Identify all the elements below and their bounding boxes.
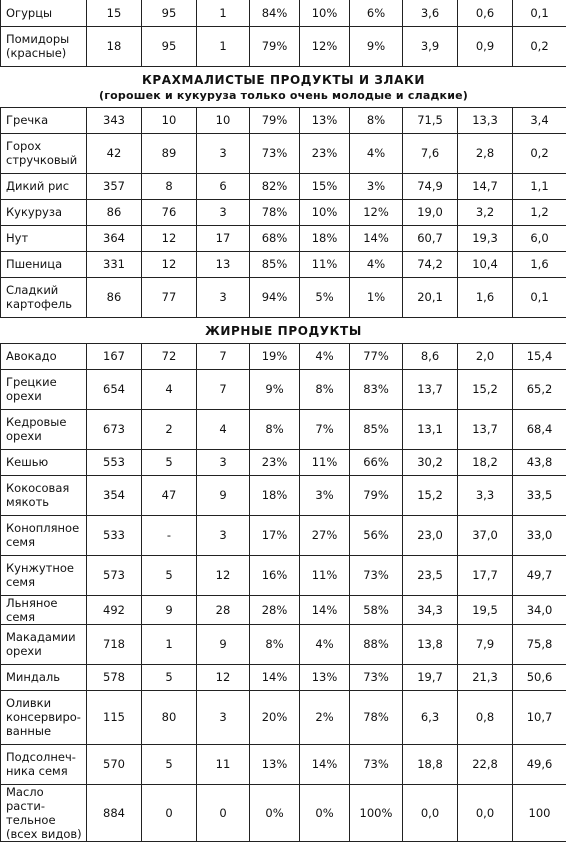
value-cell: 76 xyxy=(142,199,197,225)
value-cell: 884 xyxy=(87,784,142,841)
value-cell: 82% xyxy=(250,173,300,199)
value-cell: 79% xyxy=(350,475,403,515)
value-cell: 3% xyxy=(350,173,403,199)
value-cell: 3,6 xyxy=(403,0,458,26)
product-name-cell: Конопляное семя xyxy=(1,515,87,555)
value-cell: 16% xyxy=(250,555,300,595)
product-name-cell: Кунжутное семя xyxy=(1,555,87,595)
value-cell: 0,8 xyxy=(458,690,513,744)
value-cell: 77 xyxy=(142,277,197,317)
value-cell: 34,3 xyxy=(403,595,458,624)
value-cell: 0 xyxy=(197,784,250,841)
value-cell: 11% xyxy=(300,555,350,595)
value-cell: 3 xyxy=(197,133,250,173)
value-cell: 78% xyxy=(350,690,403,744)
value-cell: 3 xyxy=(197,449,250,475)
product-name-cell: Сладкий картофель xyxy=(1,277,87,317)
value-cell: 14% xyxy=(300,744,350,784)
value-cell: 4% xyxy=(300,624,350,664)
value-cell: 5 xyxy=(142,555,197,595)
value-cell: 8% xyxy=(350,107,403,133)
product-name-cell: Подсолнеч-ника семя xyxy=(1,744,87,784)
value-cell: 2,8 xyxy=(458,133,513,173)
table-row xyxy=(1,744,566,784)
value-cell: 12 xyxy=(142,225,197,251)
value-cell: 0% xyxy=(300,784,350,841)
value-cell: 10,4 xyxy=(458,251,513,277)
value-cell: 10% xyxy=(300,199,350,225)
product-name-cell: Оливки консервиро-ванные xyxy=(1,690,87,744)
table-row xyxy=(1,277,566,317)
value-cell: 0,2 xyxy=(513,133,566,173)
value-cell: 49,7 xyxy=(513,555,566,595)
value-cell: 14% xyxy=(300,595,350,624)
value-cell: 19% xyxy=(250,343,300,369)
value-cell: 11% xyxy=(300,251,350,277)
value-cell: 3,3 xyxy=(458,475,513,515)
value-cell: 18% xyxy=(300,225,350,251)
table-row xyxy=(1,409,566,449)
value-cell: 94% xyxy=(250,277,300,317)
value-cell: 13% xyxy=(300,664,350,690)
value-cell: 12% xyxy=(300,26,350,66)
table-row xyxy=(1,475,566,515)
value-cell: 88% xyxy=(350,624,403,664)
value-cell: 23% xyxy=(300,133,350,173)
value-cell: 15,2 xyxy=(403,475,458,515)
value-cell: 3% xyxy=(300,475,350,515)
value-cell: 12 xyxy=(142,251,197,277)
value-cell: 28% xyxy=(250,595,300,624)
value-cell: 3 xyxy=(197,515,250,555)
section-header xyxy=(1,317,566,343)
value-cell: 58% xyxy=(350,595,403,624)
table-row xyxy=(1,624,566,664)
product-name-cell: Пшеница xyxy=(1,251,87,277)
value-cell: 37,0 xyxy=(458,515,513,555)
product-name-cell: Дикий рис xyxy=(1,173,87,199)
value-cell: 23% xyxy=(250,449,300,475)
value-cell: 13,1 xyxy=(403,409,458,449)
table-row xyxy=(1,173,566,199)
value-cell: 5 xyxy=(142,449,197,475)
value-cell: 11 xyxy=(197,744,250,784)
value-cell: 13 xyxy=(197,251,250,277)
value-cell: 8,6 xyxy=(403,343,458,369)
value-cell: 89 xyxy=(142,133,197,173)
value-cell: 9 xyxy=(197,475,250,515)
value-cell: 17 xyxy=(197,225,250,251)
value-cell: 357 xyxy=(87,173,142,199)
value-cell: 17,7 xyxy=(458,555,513,595)
value-cell: 0,1 xyxy=(513,0,566,26)
product-name-cell: Огурцы xyxy=(1,0,87,26)
value-cell: 1,1 xyxy=(513,173,566,199)
value-cell: 2 xyxy=(142,409,197,449)
value-cell: 33,5 xyxy=(513,475,566,515)
value-cell: 10,7 xyxy=(513,690,566,744)
section-title-cell xyxy=(1,317,566,343)
value-cell: 34,0 xyxy=(513,595,566,624)
value-cell: 4% xyxy=(300,343,350,369)
product-name-cell: Макадамии орехи xyxy=(1,624,87,664)
value-cell: 654 xyxy=(87,369,142,409)
section-title: КРАХМАЛИСТЫЕ ПРОДУКТЫ И ЗЛАКИ xyxy=(1,73,566,88)
value-cell: 83% xyxy=(350,369,403,409)
value-cell: 85% xyxy=(350,409,403,449)
value-cell: 79% xyxy=(250,26,300,66)
value-cell: 1,6 xyxy=(458,277,513,317)
value-cell: 17% xyxy=(250,515,300,555)
value-cell: 1,6 xyxy=(513,251,566,277)
value-cell: 73% xyxy=(350,555,403,595)
value-cell: 343 xyxy=(87,107,142,133)
product-name-cell: Нут xyxy=(1,225,87,251)
value-cell: 6,0 xyxy=(513,225,566,251)
value-cell: 9 xyxy=(142,595,197,624)
value-cell: 718 xyxy=(87,624,142,664)
value-cell: 50,6 xyxy=(513,664,566,690)
value-cell: 7,6 xyxy=(403,133,458,173)
value-cell: 7% xyxy=(300,409,350,449)
value-cell: 4% xyxy=(350,251,403,277)
table-row xyxy=(1,690,566,744)
value-cell: 10% xyxy=(300,0,350,26)
value-cell: 73% xyxy=(350,664,403,690)
value-cell: 13% xyxy=(300,107,350,133)
value-cell: 12 xyxy=(197,555,250,595)
value-cell: 56% xyxy=(350,515,403,555)
value-cell: 1 xyxy=(142,624,197,664)
value-cell: 74,2 xyxy=(403,251,458,277)
table-row xyxy=(1,133,566,173)
value-cell: 23,0 xyxy=(403,515,458,555)
value-cell: 0,0 xyxy=(403,784,458,841)
value-cell: 3,2 xyxy=(458,199,513,225)
value-cell: 14,7 xyxy=(458,173,513,199)
value-cell: 9% xyxy=(350,26,403,66)
table-row xyxy=(1,107,566,133)
value-cell: 0 xyxy=(142,784,197,841)
value-cell: 95 xyxy=(142,0,197,26)
value-cell: 78% xyxy=(250,199,300,225)
value-cell: 492 xyxy=(87,595,142,624)
product-name-cell: Миндаль xyxy=(1,664,87,690)
value-cell: 2% xyxy=(300,690,350,744)
value-cell: 1 xyxy=(197,0,250,26)
value-cell: 75,8 xyxy=(513,624,566,664)
value-cell: 167 xyxy=(87,343,142,369)
value-cell: 1 xyxy=(197,26,250,66)
value-cell: 20% xyxy=(250,690,300,744)
value-cell: 8 xyxy=(142,173,197,199)
product-name-cell: Льняное семя xyxy=(1,595,87,624)
value-cell: 10 xyxy=(197,107,250,133)
value-cell: 3 xyxy=(197,690,250,744)
value-cell: - xyxy=(142,515,197,555)
value-cell: 80 xyxy=(142,690,197,744)
value-cell: 84% xyxy=(250,0,300,26)
value-cell: 42 xyxy=(87,133,142,173)
value-cell: 9% xyxy=(250,369,300,409)
table-row xyxy=(1,0,566,26)
value-cell: 13,3 xyxy=(458,107,513,133)
value-cell: 100 xyxy=(513,784,566,841)
value-cell: 23,5 xyxy=(403,555,458,595)
value-cell: 13,7 xyxy=(458,409,513,449)
table-row xyxy=(1,369,566,409)
value-cell: 33,0 xyxy=(513,515,566,555)
value-cell: 0,9 xyxy=(458,26,513,66)
value-cell: 18 xyxy=(87,26,142,66)
value-cell: 570 xyxy=(87,744,142,784)
value-cell: 7 xyxy=(197,369,250,409)
value-cell: 578 xyxy=(87,664,142,690)
product-name-cell: Кешью xyxy=(1,449,87,475)
section-title-cell xyxy=(1,66,566,107)
value-cell: 18,2 xyxy=(458,449,513,475)
product-name-cell: Кукуруза xyxy=(1,199,87,225)
value-cell: 3,9 xyxy=(403,26,458,66)
value-cell: 20,1 xyxy=(403,277,458,317)
value-cell: 1,2 xyxy=(513,199,566,225)
value-cell: 6 xyxy=(197,173,250,199)
value-cell: 65,2 xyxy=(513,369,566,409)
value-cell: 19,0 xyxy=(403,199,458,225)
section-title: ЖИРНЫЕ ПРОДУКТЫ xyxy=(1,324,566,339)
value-cell: 71,5 xyxy=(403,107,458,133)
value-cell: 5% xyxy=(300,277,350,317)
value-cell: 8% xyxy=(300,369,350,409)
product-name-cell: Грецкие орехи xyxy=(1,369,87,409)
product-name-cell: Авокадо xyxy=(1,343,87,369)
value-cell: 8% xyxy=(250,409,300,449)
value-cell: 3 xyxy=(197,277,250,317)
value-cell: 673 xyxy=(87,409,142,449)
value-cell: 13% xyxy=(250,744,300,784)
table-row xyxy=(1,595,566,624)
value-cell: 19,3 xyxy=(458,225,513,251)
value-cell: 6% xyxy=(350,0,403,26)
value-cell: 4 xyxy=(142,369,197,409)
value-cell: 5 xyxy=(142,744,197,784)
value-cell: 12 xyxy=(197,664,250,690)
value-cell: 68,4 xyxy=(513,409,566,449)
value-cell: 8% xyxy=(250,624,300,664)
value-cell: 19,5 xyxy=(458,595,513,624)
value-cell: 0,6 xyxy=(458,0,513,26)
value-cell: 5 xyxy=(142,664,197,690)
value-cell: 14% xyxy=(350,225,403,251)
value-cell: 13,7 xyxy=(403,369,458,409)
value-cell: 30,2 xyxy=(403,449,458,475)
value-cell: 22,8 xyxy=(458,744,513,784)
product-name-cell: Помидоры (красные) xyxy=(1,26,87,66)
value-cell: 4 xyxy=(197,409,250,449)
value-cell: 79% xyxy=(250,107,300,133)
value-cell: 21,3 xyxy=(458,664,513,690)
value-cell: 4% xyxy=(350,133,403,173)
value-cell: 74,9 xyxy=(403,173,458,199)
value-cell: 553 xyxy=(87,449,142,475)
value-cell: 43,8 xyxy=(513,449,566,475)
value-cell: 533 xyxy=(87,515,142,555)
table-row xyxy=(1,784,566,841)
value-cell: 9 xyxy=(197,624,250,664)
value-cell: 19,7 xyxy=(403,664,458,690)
value-cell: 7 xyxy=(197,343,250,369)
value-cell: 47 xyxy=(142,475,197,515)
value-cell: 115 xyxy=(87,690,142,744)
table-row xyxy=(1,343,566,369)
table-row xyxy=(1,199,566,225)
value-cell: 15,2 xyxy=(458,369,513,409)
value-cell: 364 xyxy=(87,225,142,251)
product-name-cell: Кокосовая мякоть xyxy=(1,475,87,515)
value-cell: 10 xyxy=(142,107,197,133)
value-cell: 1% xyxy=(350,277,403,317)
value-cell: 85% xyxy=(250,251,300,277)
value-cell: 72 xyxy=(142,343,197,369)
product-name-cell: Гречка xyxy=(1,107,87,133)
value-cell: 3,4 xyxy=(513,107,566,133)
value-cell: 18% xyxy=(250,475,300,515)
section-header xyxy=(1,66,566,107)
value-cell: 68% xyxy=(250,225,300,251)
table-row xyxy=(1,225,566,251)
value-cell: 49,6 xyxy=(513,744,566,784)
product-name-cell: Горох стручковый xyxy=(1,133,87,173)
section-subtitle: (горошек и кукуруза только очень молодые и сладкие) xyxy=(1,88,566,103)
value-cell: 100% xyxy=(350,784,403,841)
table-row xyxy=(1,26,566,66)
table-row xyxy=(1,449,566,475)
value-cell: 77% xyxy=(350,343,403,369)
table-row xyxy=(1,555,566,595)
value-cell: 27% xyxy=(300,515,350,555)
value-cell: 14% xyxy=(250,664,300,690)
table-row xyxy=(1,251,566,277)
value-cell: 86 xyxy=(87,199,142,225)
value-cell: 86 xyxy=(87,277,142,317)
value-cell: 7,9 xyxy=(458,624,513,664)
product-name-cell: Масло расти-тельное (всех видов) xyxy=(1,784,87,841)
value-cell: 354 xyxy=(87,475,142,515)
value-cell: 66% xyxy=(350,449,403,475)
table-row xyxy=(1,515,566,555)
value-cell: 15% xyxy=(300,173,350,199)
value-cell: 13,8 xyxy=(403,624,458,664)
product-name-cell: Кедровые орехи xyxy=(1,409,87,449)
value-cell: 73% xyxy=(250,133,300,173)
value-cell: 15 xyxy=(87,0,142,26)
value-cell: 60,7 xyxy=(403,225,458,251)
value-cell: 18,8 xyxy=(403,744,458,784)
value-cell: 95 xyxy=(142,26,197,66)
value-cell: 0,2 xyxy=(513,26,566,66)
value-cell: 0,0 xyxy=(458,784,513,841)
value-cell: 0,1 xyxy=(513,277,566,317)
value-cell: 2,0 xyxy=(458,343,513,369)
value-cell: 573 xyxy=(87,555,142,595)
value-cell: 15,4 xyxy=(513,343,566,369)
value-cell: 73% xyxy=(350,744,403,784)
value-cell: 0% xyxy=(250,784,300,841)
value-cell: 11% xyxy=(300,449,350,475)
value-cell: 3 xyxy=(197,199,250,225)
value-cell: 28 xyxy=(197,595,250,624)
table-row xyxy=(1,664,566,690)
value-cell: 12% xyxy=(350,199,403,225)
value-cell: 331 xyxy=(87,251,142,277)
value-cell: 6,3 xyxy=(403,690,458,744)
